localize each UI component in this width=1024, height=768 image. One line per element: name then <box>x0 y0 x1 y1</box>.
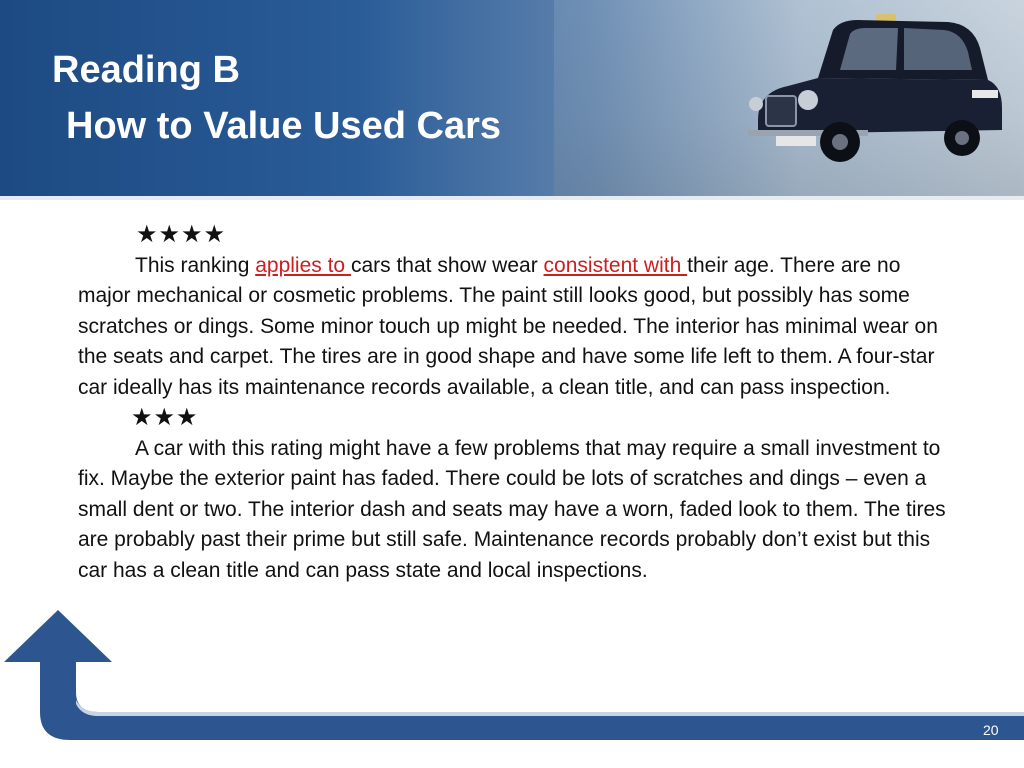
curved-arrow-icon <box>0 600 1024 768</box>
text-segment: cars that show wear <box>350 253 544 277</box>
four-star-paragraph <box>78 251 948 404</box>
title-banner <box>0 0 1024 198</box>
text-segment: This ranking <box>135 253 256 277</box>
page-number: 20 <box>983 722 999 738</box>
taxi-image <box>748 8 1008 178</box>
four-star-rating: ★★★★ <box>136 221 227 248</box>
page-title-line1: Reading B <box>52 49 240 91</box>
body-text <box>78 220 948 586</box>
vocab-term-consistent-with: consistent with <box>543 253 688 277</box>
three-star-paragraph: A car with this rating might have a few problems that may require a small investment to fix. Maybe the exterior paint has faded. There could be lots of scratches and dings – even a small dent or two. The interior dash and seats may have a worn, faded look to them. The tires are probably past their prime but still safe. Maintenance records probably don’t exist but this car has a clean title and can pass state and local inspections. <box>78 436 946 582</box>
banner-divider <box>0 196 1024 200</box>
vocab-term-applies-to: applies to <box>255 253 351 277</box>
text-segment: their age. There are no major mechanical or cosmetic problems. The paint still looks good, but possibly has some scratches or dings. Some minor touch up might be needed. The interior has minimal wear on the seats and carpet. The tires are in good shape and have some life left to them. A four-star car ideally has its maintenance records available, a clean title, and can pass inspection. <box>78 253 938 399</box>
page-title-line2: How to Value Used Cars <box>66 105 502 147</box>
three-star-rating: ★★★ <box>131 404 199 431</box>
